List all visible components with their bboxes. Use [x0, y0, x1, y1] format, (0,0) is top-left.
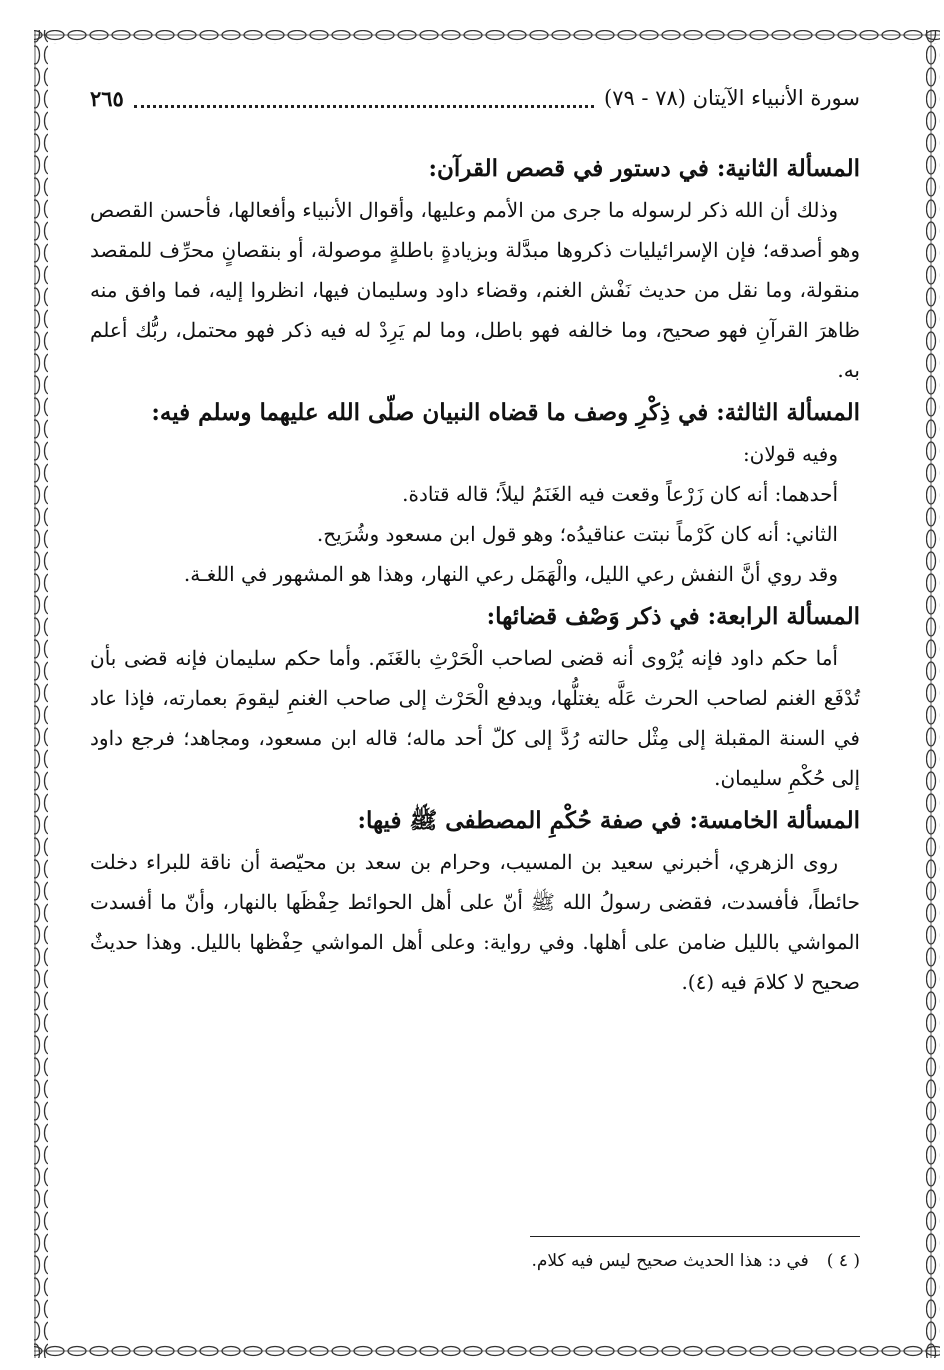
footnote-text: في د: هذا الحديث صحيح ليس فيه كلام. — [531, 1251, 809, 1271]
paragraph: وفيه قولان: — [742, 442, 838, 466]
page-number: ٢٦٥ — [90, 85, 124, 111]
paragraph: وذلك أن الله ذكر لرسوله ما جرى من الأمم وعليها، وأقوال الأنبياء وأفعالها، فأحسن القصص وهو أصدقه؛ فإن الإسرائيليات ذكروها مبدَّلة وبزيادةٍ باطلةٍ موصولة، أو بنقصانٍ محرِّف للمقصد منقولة، وما نقل من حديث نَفْش الغنم، وقضاء داود وسليمان فيها، انظروا إليه، فما وافق منه ظاهرَ القرآنِ فهو صحيح، وما خالفه فهو باطل، وما لم يَرِدْ له فيه ذكر فهو محتمل، ربُّك أعلم به. — [90, 198, 860, 382]
leader-dots — [134, 89, 594, 108]
section-heading: المسألة الثالثة: في ذِكْرِ وصف ما قضاه النبيان صلّى الله عليهما وسلم فيه: — [151, 399, 860, 426]
book-page — [90, 70, 860, 1320]
footnotes — [90, 1236, 860, 1271]
footnote-mark: ( ٤ ) — [826, 1251, 860, 1271]
footnote-rule — [530, 1236, 860, 1237]
paragraph: الثاني: أنه كان كَرْماً نبتت عناقيدُه؛ وهو قول ابن مسعود وشُرَيح. — [316, 522, 838, 546]
surah-title: سورة الأنبياء الآيتان (٧٨ - ٧٩) — [603, 86, 860, 110]
footnote — [90, 1251, 860, 1271]
paragraph: أما حكم داود فإنه يُرْوى أنه قضى لصاحب الْحَرْثِ بالغَنَم. وأما حكم سليمان فإنه قضى بأن تُدْفَع الغنم لصاحب الحرث عَلَّه يغتلُّها، ويدفع الْحَرْث إلى صاحب الغنمِ ليقومَ بعمارته، فإذا عاد في السنة المقبلة إلى مِثْل حالته رُدَّ إلى كلّ أحد ماله؛ قاله ابن مسعود، ومجاهد؛ فرجع داود إلى حُكْمِ سليمان. — [90, 646, 860, 790]
main-text — [90, 146, 860, 1002]
running-header — [90, 80, 860, 116]
section-heading: المسألة الرابعة: في ذكر وَصْف قضائها: — [486, 603, 860, 630]
section-heading: المسألة الخامسة: في صفة حُكْمِ المصطفى ﷺ فيها: — [357, 807, 860, 834]
paragraph: أحدهما: أنه كان زَرْعاً وقعت فيه الغَنَمُ ليلاً؛ قاله قتادة. — [402, 482, 838, 506]
paragraph: روى الزهري، أخبرني سعيد بن المسيب، وحرام بن سعد بن محيّصة أن ناقة للبراء دخلت حائطاً، فأفسدت، فقضى رسولُ الله ﷺ أنّ على أهل الحوائط حِفْظَها بالنهار، وأنّ ما أفسدت المواشي بالليل ضامن على أهلها. وفي رواية: وعلى أهل المواشي حِفْظها بالليل. وهذا حديثٌ صحيح لا كلامَ فيه (٤). — [90, 850, 860, 994]
section-heading: المسألة الثانية: في دستور في قصص القرآن: — [428, 155, 860, 182]
paragraph: وقد روي أنَّ النفش رعي الليل، والْهَمَل رعي النهار، وهذا هو المشهور في اللغـة. — [183, 562, 838, 586]
